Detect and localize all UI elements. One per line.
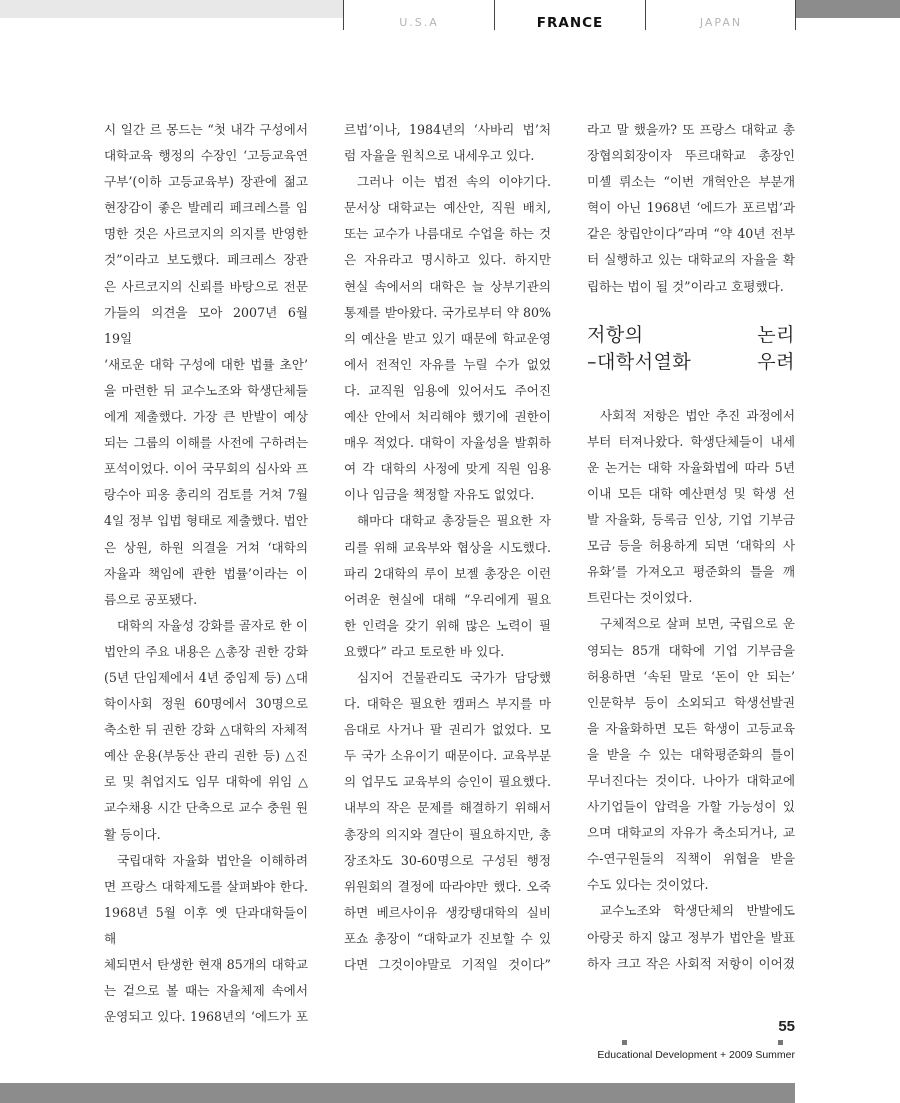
text-line: 름으로 공포됐다.: [104, 591, 198, 607]
text-line: 체되면서 탄생한 현재 85개의 대학교: [104, 957, 308, 972]
footer-bullet-right: [778, 1040, 783, 1045]
text-line: 운 논거는 대학 자율화법에 따라 5년: [587, 459, 795, 475]
text-line: 터 실행하고 있는 대학교의 자율을 확: [587, 252, 795, 268]
text-line: 위원회의 결정에 따라야만 했다. 오죽: [344, 878, 551, 894]
text-line: 한 인력을 갖기 위해 많은 노력이 필: [344, 617, 551, 633]
text-line: 예산 안에서 처리해야 했기에 권한이: [344, 409, 551, 425]
text-line: 이나 임금을 책정할 자유도 없었다.: [344, 487, 535, 503]
text-line: 아랑곳 하지 않고 정부가 법안을 발표: [587, 929, 795, 945]
text-line: 모금 등을 허용하게 되면 ‘대학의 사: [587, 538, 795, 554]
text-line: 의 업무도 교육부의 승인이 필요했다.: [344, 774, 551, 790]
article-column-3: [587, 117, 795, 977]
text-line: 에서 전적인 자유를 누릴 수가 없었: [344, 356, 551, 372]
text-line: 통제를 받아왔다. 국가로부터 약 80%: [344, 304, 551, 320]
header-bar-left: [0, 0, 343, 18]
text-line: 1968년 5월 이후 옛 단과대학들이 해: [104, 904, 308, 946]
text-line: 어려운 현실에 대해 “우리에게 필요: [344, 591, 551, 607]
text-line: 총장의 의지와 결단이 필요하지만, 총: [344, 826, 551, 842]
text-line: 구체적으로 살펴 보면, 국립으로 운: [600, 616, 795, 632]
footer-bullet-left: [622, 1040, 627, 1045]
text-line: 대학의 자율성 강화를 골자로 한 이: [117, 617, 308, 633]
text-line: 두 국가 소유이기 때문이다. 교육부분: [344, 748, 551, 764]
tab-usa[interactable]: U.S.A: [343, 0, 494, 30]
text-line: 무너진다는 것이다. 나아가 대학교에: [587, 772, 795, 788]
text-line: 구부’(이하 고등교육부) 장관에 젊고: [104, 174, 308, 190]
text-line: 4일 정부 입법 형태로 제출했다. 법안: [104, 513, 308, 529]
text-line: 활 등이다.: [104, 826, 161, 842]
text-line: 럼 자율을 원칙으로 내세우고 있다.: [344, 148, 535, 164]
text-line: 명한 것은 사르코지의 의지를 반영한: [104, 226, 308, 242]
text-line: 로 및 취업지도 임무 대학에 위임 △: [104, 774, 308, 790]
text-line: 트린다는 것이었다.: [587, 590, 693, 606]
text-line: 영되는 85개 대학에 기업 기부금을: [587, 642, 795, 658]
text-line: 사회적 저항은 법안 추진 과정에서: [600, 407, 795, 423]
text-line: 을 마련한 뒤 교수노조와 학생단체들: [104, 382, 308, 398]
text-line: 은 자유라고 명시하고 있다. 하지만: [344, 252, 551, 268]
text-line: 학이사회 정원 60명에서 30명으로: [104, 696, 308, 712]
text-line: 에게 제출했다. 가장 큰 반발이 예상: [104, 409, 308, 425]
text-line: 을 받을 수 있는 대학평준화의 틀이: [587, 746, 795, 762]
text-line: 수-연구원들의 직책이 위협을 받을: [587, 851, 795, 867]
text-line: 랑수아 피옹 총리의 검토를 거쳐 7월: [104, 487, 308, 503]
text-line: 사기업들이 압력을 가할 가능성이 있: [587, 799, 795, 815]
text-line: 허용하면 ‘속된 말로 ‘돈이 안 되는’: [587, 668, 795, 684]
text-line: 하자 크고 작은 사회적 저항이 이어졌: [587, 955, 795, 971]
text-line: 것”이라고 보도했다. 페크레스 장관: [104, 252, 308, 268]
text-line: 교수노조와 학생단체의 반발에도: [600, 903, 795, 919]
text-line: 미셸 뤼소는 “이번 개혁안은 부분개: [587, 174, 795, 190]
text-line: ‘새로운 대학 구성에 대한 법률 초안’: [104, 356, 308, 372]
tab-divider: [795, 0, 796, 30]
text-line: 장협의회장이자 뚜르대학교 총장인: [587, 148, 795, 164]
text-line: 인문학부 등이 소외되고 학생선발권: [587, 694, 795, 710]
text-line: 같은 창립안이다”라며 “약 40년 전부: [587, 226, 795, 242]
text-line: 또는 교수가 나름대로 수업을 하는 것: [344, 226, 551, 242]
text-line: 면 프랑스 대학제도를 살펴봐야 한다.: [104, 878, 308, 894]
text-line: 되는 그룹의 이해를 사전에 구하려는: [104, 435, 308, 451]
text-line: 르법’이나, 1984년의 ‘사바리 법’처: [344, 122, 551, 137]
text-line: 포석이었다. 이어 국무회의 심사와 프: [104, 461, 308, 477]
text-line: 대학교육 행정의 수장인 ‘고등교육연: [104, 148, 308, 164]
section-heading: [587, 322, 795, 376]
text-line: 국립대학 자율화 법안을 이해하려: [117, 852, 308, 868]
text-line: 예산 운용(부동산 관리 권한 등) △진: [104, 748, 308, 764]
text-line: 혁이 아닌 1968년 ‘에드가 포르법’과: [587, 200, 795, 216]
text-line: 자율과 책임에 관한 법률’이라는 이: [104, 565, 308, 581]
text-line: 의 예산을 받고 있기 때문에 학교운영: [344, 330, 551, 346]
text-line: 다면 그것이야말로 기적일 것이다”: [344, 957, 551, 972]
article-column-1: [104, 117, 308, 1030]
text-line: 다. 대학은 필요한 캠퍼스 부지를 마: [344, 696, 551, 712]
article-column-2: [344, 117, 551, 978]
text-line: 하면 베르사이유 생캉탱대학의 실비: [344, 904, 551, 920]
text-line: (5년 단임제에서 4년 중임제 등) △대: [104, 669, 308, 685]
text-line: 는 겉으로 볼 때는 자율체제 속에서: [104, 983, 308, 999]
text-line: 현실 속에서의 대학은 늘 상부기관의: [344, 278, 551, 294]
text-line: 으며 대학교의 자유가 축소되거나, 교: [587, 825, 795, 841]
text-line: 은 사르코지의 신뢰를 바탕으로 전문: [104, 278, 308, 294]
footer-bar: [0, 1083, 795, 1103]
text-line: 운영되고 있다. 1968년의 ‘에드가 포: [104, 1009, 308, 1025]
text-line: 교수채용 시간 단축으로 교수 충원 원: [104, 800, 308, 816]
text-line: 포쇼 총장이 “대학교가 진보할 수 있: [344, 930, 551, 946]
text-line: 음대로 사거나 팔 권리가 없었다. 모: [344, 722, 551, 738]
text-line: 여 각 대학의 사정에 맞게 직원 임용: [344, 461, 551, 477]
text-line: 문서상 대학교는 예산안, 직원 배치,: [344, 200, 551, 216]
text-line: 축소한 뒤 권한 강화 △대학의 자체적: [104, 722, 308, 738]
text-line: 해마다 대학교 총장들은 필요한 자: [357, 513, 551, 529]
text-line: 수도 있다는 것이었다.: [587, 877, 709, 893]
text-line: 파리 2대학의 루이 보젤 총장은 이런: [344, 565, 551, 581]
section-heading-line-2: –대학서열화 우려: [587, 350, 795, 373]
text-line: 법안의 주요 내용은 △총장 권한 강화: [104, 643, 308, 659]
text-line: 리를 위해 교육부와 협상을 시도했다.: [344, 539, 551, 555]
text-line: 부터 터져나왔다. 학생단체들이 내세: [587, 433, 795, 449]
text-line: 심지어 건물관리도 국가가 담당했: [357, 669, 551, 685]
header-bar-right: [795, 0, 900, 18]
text-line: 내부의 작은 문제를 해결하기 위해서: [344, 800, 551, 816]
tab-japan[interactable]: JAPAN: [645, 0, 796, 30]
text-line: 장조차도 30-60명으로 구성된 행정: [344, 852, 551, 868]
page-number: 55: [778, 1018, 795, 1035]
text-line: 이내 모든 대학 예산편성 및 학생 선: [587, 485, 795, 501]
text-line: 현장감이 좋은 발레리 페크레스를 임: [104, 200, 308, 216]
text-line: 가들의 의견을 모아 2007년 6월 19일: [104, 304, 308, 346]
text-line: 시 일간 르 몽드는 “첫 내각 구성에서: [104, 122, 308, 137]
text-line: 립하는 법이 될 것”이라고 호평했다.: [587, 278, 784, 294]
text-line: 그러나 이는 법전 속의 이야기다.: [357, 174, 551, 190]
text-line: 매우 적었다. 대학이 자율성을 발휘하: [344, 435, 551, 451]
text-line: 을 자율화하면 모든 학생이 고등교육: [587, 720, 795, 736]
text-line: 다. 교직원 임용에 있어서도 주어진: [344, 382, 551, 398]
section-heading-line-1: 저항의 논리: [587, 323, 795, 346]
text-line: 라고 말 했을까? 또 프랑스 대학교 총: [587, 122, 795, 137]
publication-footer: Educational Development + 2009 Summer: [597, 1049, 795, 1061]
tab-france[interactable]: FRANCE: [494, 0, 645, 30]
text-line: 발 자율화, 등록금 인상, 기업 기부금: [587, 512, 795, 528]
text-line: 유화’를 가져오고 평준화의 틀을 깨: [587, 564, 795, 580]
text-line: 요했다” 라고 토로한 바 있다.: [344, 643, 505, 659]
text-line: 은 상원, 하원 의결을 거쳐 ‘대학의: [104, 539, 308, 555]
